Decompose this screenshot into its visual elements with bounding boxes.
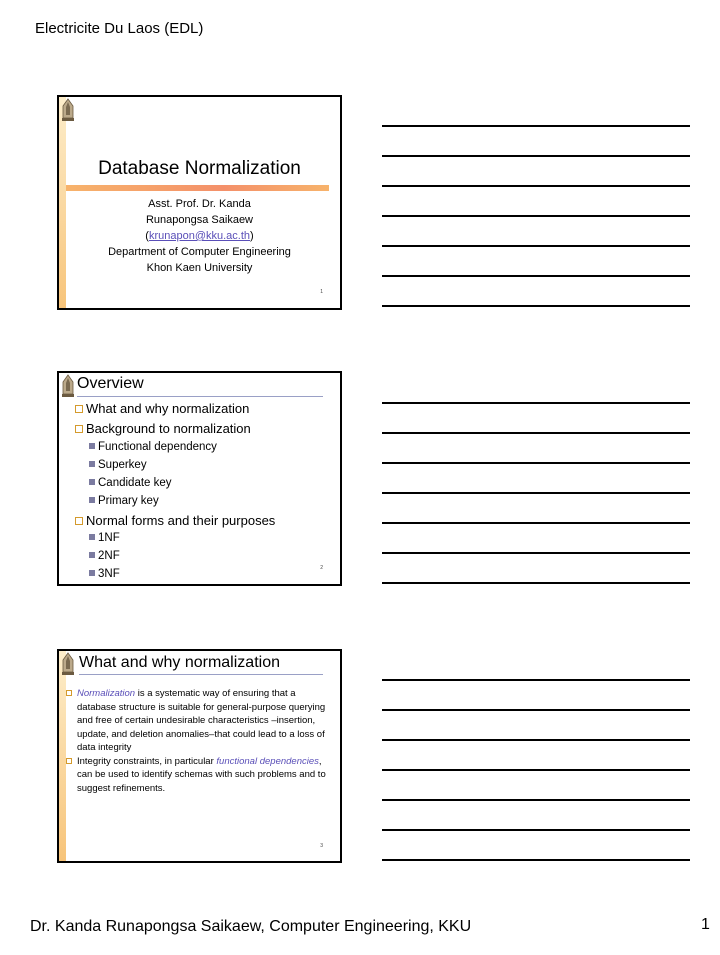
department-line: Department of Computer Engineering bbox=[108, 246, 291, 258]
checkbox-bullet-icon bbox=[75, 425, 83, 433]
slide-number: 1 bbox=[320, 289, 323, 295]
note-line bbox=[382, 432, 690, 434]
bullet-item: Background to normalization bbox=[75, 421, 251, 436]
title-underline-bar bbox=[66, 185, 329, 191]
email-line bbox=[59, 228, 340, 244]
note-line bbox=[382, 739, 690, 741]
paragraph-text: Integrity constraints, in particular bbox=[77, 755, 217, 767]
slide-title: Overview bbox=[77, 375, 144, 392]
sub-bullet-item: 2NF bbox=[89, 550, 120, 562]
note-line bbox=[382, 709, 690, 711]
square-bullet-icon bbox=[89, 570, 95, 576]
slide-body bbox=[64, 687, 333, 795]
slide-title: What and why normalization bbox=[79, 654, 280, 671]
page-header: Electricite Du Laos (EDL) bbox=[35, 20, 204, 37]
sub-bullet-item: 1NF bbox=[89, 532, 120, 544]
note-line bbox=[382, 155, 690, 157]
slide-2 bbox=[57, 371, 342, 586]
slide-1 bbox=[57, 95, 342, 310]
sub-bullet-item: Functional dependency bbox=[89, 441, 217, 453]
square-bullet-icon bbox=[89, 443, 95, 449]
checkbox-bullet-icon bbox=[75, 405, 83, 413]
author-block bbox=[59, 196, 340, 276]
note-line bbox=[382, 859, 690, 861]
note-line bbox=[382, 185, 690, 187]
page-footer: Dr. Kanda Runapongsa Saikaew, Computer Engineering, KKU bbox=[30, 918, 472, 935]
sub-bullet-item: Superkey bbox=[89, 459, 147, 471]
square-bullet-icon bbox=[89, 497, 95, 503]
slide-number: 2 bbox=[320, 565, 323, 571]
term-functional-dependencies: functional dependencies bbox=[216, 755, 319, 767]
author-line: Runapongsa Saikaew bbox=[145, 214, 254, 226]
note-line bbox=[382, 522, 690, 524]
square-bullet-icon bbox=[89, 534, 95, 540]
checkbox-bullet-icon bbox=[66, 758, 72, 764]
slide-title: Database Normalization bbox=[98, 158, 301, 179]
note-line bbox=[382, 769, 690, 771]
note-line bbox=[382, 245, 690, 247]
square-bullet-icon bbox=[89, 552, 95, 558]
checkbox-bullet-icon bbox=[75, 517, 83, 525]
note-line bbox=[382, 125, 690, 127]
email-link[interactable]: krunapon@kku.ac.th bbox=[148, 230, 251, 242]
square-bullet-icon bbox=[89, 461, 95, 467]
note-line bbox=[382, 462, 690, 464]
note-line bbox=[382, 829, 690, 831]
note-line bbox=[382, 679, 690, 681]
square-bullet-icon bbox=[89, 479, 95, 485]
note-line bbox=[382, 275, 690, 277]
university-seal-icon bbox=[60, 98, 76, 124]
note-line bbox=[382, 402, 690, 404]
note-line bbox=[382, 799, 690, 801]
university-seal-icon bbox=[60, 374, 76, 400]
paren-close: ) bbox=[250, 230, 254, 242]
sub-bullet-item: 3NF bbox=[89, 568, 120, 580]
sub-bullet-item: Primary key bbox=[89, 495, 159, 507]
author-line: Asst. Prof. Dr. Kanda bbox=[148, 198, 251, 210]
bullet-item: What and why normalization bbox=[75, 401, 249, 416]
note-line bbox=[382, 215, 690, 217]
paragraph-text: , can be used to identify schemas with such problems and to suggest refinements. bbox=[77, 755, 326, 794]
paren-open: ( bbox=[145, 230, 149, 242]
paragraph bbox=[64, 687, 333, 755]
sub-bullet-item: Candidate key bbox=[89, 477, 172, 489]
note-line bbox=[382, 552, 690, 554]
note-line bbox=[382, 582, 690, 584]
university-seal-icon bbox=[60, 652, 76, 678]
title-rule bbox=[77, 396, 323, 397]
bullet-item: Normal forms and their purposes bbox=[75, 513, 275, 528]
slide-3 bbox=[57, 649, 342, 863]
note-line bbox=[382, 305, 690, 307]
paragraph-text: is a systematic way of ensuring that a database structure is suitable for general-purpose querying and free of certain undesirable characteristics –insertion, update, and deletion anomalies–that could lead to a loss of data integrity bbox=[77, 688, 326, 753]
paragraph bbox=[64, 755, 333, 796]
page-number: 1 bbox=[701, 916, 710, 933]
term-normalization: Normalization bbox=[77, 688, 136, 699]
slide-number: 3 bbox=[320, 843, 323, 849]
university-line: Khon Kaen University bbox=[146, 262, 253, 274]
note-line bbox=[382, 492, 690, 494]
checkbox-bullet-icon bbox=[66, 690, 72, 696]
title-rule bbox=[79, 674, 323, 675]
